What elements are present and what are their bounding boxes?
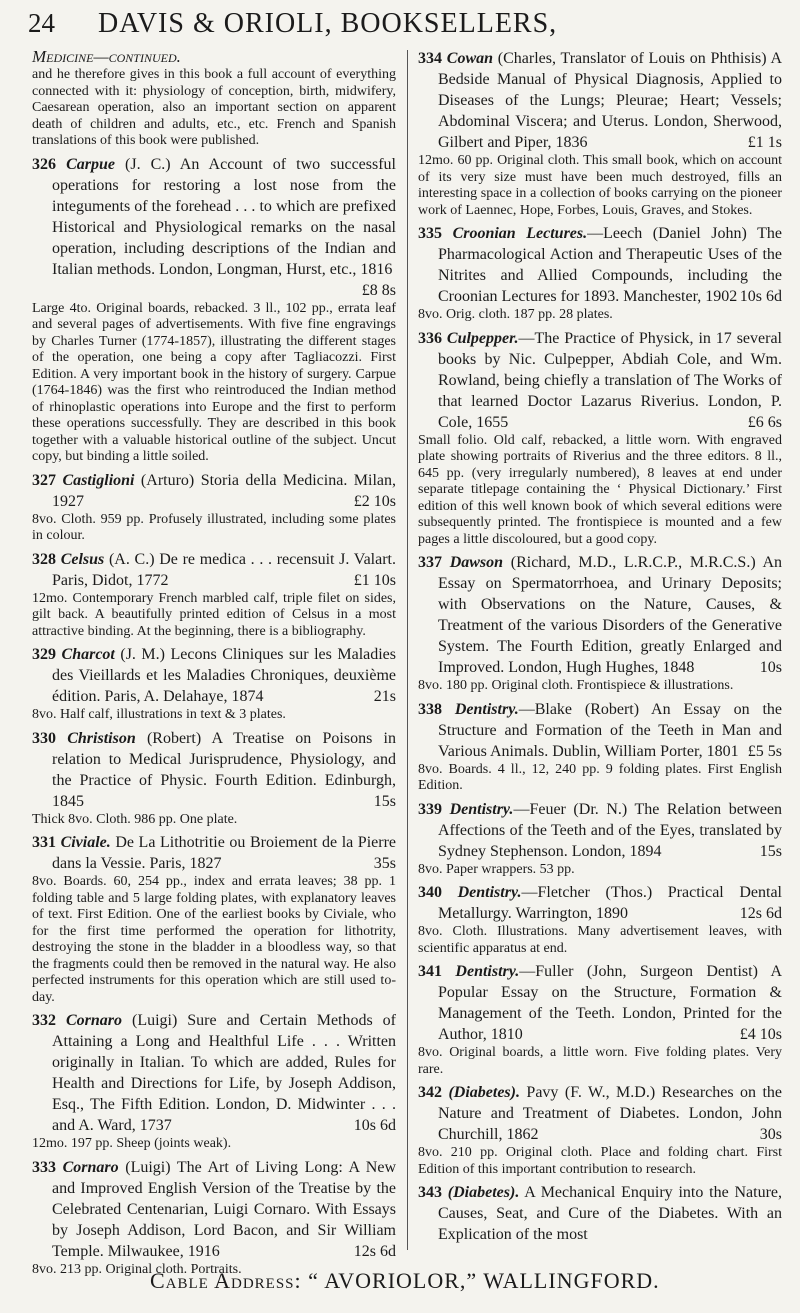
entry-heading bbox=[32, 154, 396, 301]
entry-title: (Richard, M.D., L.R.C.P., M.R.C.S.) An Essay on Spermatorrhoea, and Urinary Deposits; with Observations on the Nature, Causes, & Treatment of the various Disorders of the Generative System. The Fourth Edition, greatly Enlarged and Improved. London, Hugh Hughes, 1848 bbox=[438, 554, 783, 676]
entry-description: 8vo. Boards. 60, 254 pp., index and errata leaves; 38 pp. 1 folding table and 5 large folding plates, with explanatory leaves of text. First Edition. One of the earliest books by Civiale, who for the first time performed the operation for lithotrity, destroying the stone in the bladder in a bloodless way, so that the fragments could then be removed in the natural way. He also perfected instruments for this operation which are still used to-day. bbox=[32, 874, 396, 1005]
entry-title: A Mechanical Enquiry into the Nature, Causes, Seat, and Cure of the Diabetes. With an Explication of the most bbox=[438, 1184, 782, 1243]
entry-heading bbox=[418, 882, 782, 924]
column-divider bbox=[407, 50, 408, 1250]
entry-price: 10s 6d bbox=[353, 1117, 396, 1134]
entry-author: Dentistry. bbox=[449, 800, 514, 818]
entry-price: £8 8s bbox=[361, 281, 396, 299]
entry-price: 30s bbox=[759, 1126, 782, 1143]
catalogue-entry bbox=[32, 154, 396, 466]
entry-heading bbox=[418, 48, 782, 153]
entry-description: 8vo. Orig. cloth. 187 pp. 28 plates. bbox=[418, 307, 613, 322]
lot-number: 329 bbox=[32, 646, 56, 663]
running-head: DAVIS & ORIOLI, BOOKSELLERS, bbox=[98, 8, 558, 39]
entry-description: 12mo. 197 pp. Sheep (joints weak). bbox=[32, 1136, 232, 1151]
entry-author: (Diabetes). bbox=[447, 1184, 520, 1201]
catalogue-entry bbox=[418, 799, 782, 879]
lot-number: 343 bbox=[418, 1184, 442, 1201]
entry-title: —Fletcher (Thos.) Practical Dental Metallurgy. Warrington, 1890 bbox=[438, 884, 782, 922]
entry-description: 12mo. Contemporary French marbled calf, triple filet on sides, gilt back. A beautifully printed edition of Celsus in a most attractive binding. At the beginning, there is a bibliography. bbox=[32, 590, 396, 639]
lot-number: 336 bbox=[418, 329, 442, 347]
lot-number: 341 bbox=[418, 963, 442, 980]
catalogue-entry bbox=[418, 1182, 782, 1245]
entry-price: 15s bbox=[759, 842, 782, 860]
entry-title: —Feuer (Dr. N.) The Relation between Affections of the Teeth and of the Eyes, translated by Sydney Stephenson. London, 1894 bbox=[438, 800, 783, 860]
catalogue-entry bbox=[32, 728, 396, 829]
entry-description: 8vo. Boards. 4 ll., 12, 240 pp. 9 folding plates. First English Edition. bbox=[418, 761, 782, 793]
page-number: 24 bbox=[28, 8, 55, 38]
catalogue-entry bbox=[32, 549, 396, 641]
entry-author: Dentistry. bbox=[455, 963, 520, 980]
entry-heading bbox=[32, 644, 396, 707]
entry-description: Thick 8vo. Cloth. 986 pp. One plate. bbox=[32, 811, 238, 827]
entry-price: £1 10s bbox=[353, 571, 396, 589]
entry-heading bbox=[418, 1082, 782, 1145]
entry-author: Croonian Lectures. bbox=[452, 225, 588, 242]
catalogue-entry bbox=[32, 832, 396, 1006]
entry-author: (Diabetes). bbox=[448, 1084, 520, 1101]
lot-number: 327 bbox=[32, 471, 56, 489]
entry-author: Castiglioni bbox=[62, 471, 135, 489]
entry-description: 8vo. Cloth. Illustrations. Many advertisement leaves, with scientific apparatus at end. bbox=[418, 924, 782, 956]
entry-description: Small folio. Old calf, rebacked, a little worn. With engraved plate showing portraits of Riverius and the three editors. 8 ll., 645 pp. (very irregularly numbered), 8 leaves at end under separate titlepage containing the ‘ Physical Dictionary.’ First edition of this well known book of which several editions were subsequently printed. The frontispiece is mounted and a few pages a little discoloured, but a good copy. bbox=[418, 432, 782, 547]
catalogue-entry bbox=[418, 1082, 782, 1178]
entry-heading bbox=[418, 552, 782, 678]
lot-number: 337 bbox=[418, 554, 442, 571]
entry-heading bbox=[418, 1182, 782, 1245]
entry-author: Christison bbox=[67, 729, 136, 747]
entry-heading bbox=[418, 961, 782, 1045]
entry-description: 8vo. 213 pp. Original cloth. Portraits. bbox=[32, 1261, 242, 1277]
entry-price: 12s 6d bbox=[739, 905, 782, 922]
right-column bbox=[418, 48, 782, 1253]
catalogue-entry bbox=[418, 882, 782, 957]
entry-title: De La Lithotritie ou Broiement de la Pierre dans la Vessie. Paris, 1827 bbox=[52, 834, 397, 872]
entry-title: —Fuller (John, Surgeon Dentist) A Popular Essay on the Structure, Formation & Management of the Teeth. London, Printed for the Author, 1810 bbox=[438, 963, 782, 1043]
catalogue-entry bbox=[32, 644, 396, 724]
catalogue-entry bbox=[32, 1157, 396, 1279]
entry-price: 35s bbox=[373, 855, 396, 872]
entry-description: 8vo. 210 pp. Original cloth. Place and folding chart. First Edition of this important contribution to research. bbox=[418, 1145, 782, 1177]
entry-author: Celsus bbox=[60, 550, 105, 568]
entry-description: 8vo. Paper wrappers. 53 pp. bbox=[418, 861, 575, 877]
cable-address-footer: Cable Address: “ AVORIOLOR,” WALLINGFORD. bbox=[150, 1268, 660, 1293]
catalogue-entry bbox=[32, 470, 396, 545]
entry-heading bbox=[418, 799, 782, 862]
lot-number: 331 bbox=[32, 834, 56, 851]
entry-description: Large 4to. Original boards, rebacked. 3 ll., 102 pp., errata leaf and several pages of advertisements. With five fine engravings by Charles Turner (1774-1857), illustrating the different stages of the operation, one being a copy after Tagliacozzi. First Edition. A very important book in the history of surgery. Carpue (1764-1846) was the first who reintroduced the Indian method of rhinoplastic operations into Europe and the first to perform these operations successfully. They are described in this book together with a valuable historical outline of the subject. Uncut copy, but binding a little soiled. bbox=[32, 300, 396, 464]
catalogue-entry bbox=[418, 699, 782, 795]
entry-title: Pavy (F. W., M.D.) Researches on the Nature and Treatment of Diabetes. London, John Churchill, 1862 bbox=[438, 1084, 783, 1143]
entry-title: (J. C.) An Account of two successful operations for restoring a lost nose from the integuments of the forehead . . . to which are prefixed Historical and Physiological remarks on the nasal operation, including descriptions of the Indian and Italian methods. London, Longman, Hurst, etc., 1816 bbox=[52, 155, 396, 278]
entry-heading bbox=[32, 728, 396, 812]
entry-price: 12s 6d bbox=[353, 1242, 396, 1260]
entry-price: 10s bbox=[759, 659, 782, 676]
lot-number: 339 bbox=[418, 800, 442, 818]
left-entry-list bbox=[32, 154, 396, 1279]
entry-price: 10s 6d bbox=[739, 288, 782, 305]
entry-author: Culpepper. bbox=[446, 329, 519, 347]
entry-description: 8vo. Original boards, a little worn. Five folding plates. Very rare. bbox=[418, 1045, 782, 1077]
lot-number: 340 bbox=[418, 884, 442, 901]
lot-number: 333 bbox=[32, 1158, 56, 1176]
entry-title: —Leech (Daniel John) The Pharmacological Action and Therapeutic Uses of the Nitrites and Allied Compounds, including the Croonian Lectures for 1893. Manchester, 1902 bbox=[438, 225, 783, 305]
entry-heading bbox=[418, 223, 782, 307]
entry-price: 15s bbox=[373, 792, 396, 810]
entry-description: 8vo. 180 pp. Original cloth. Frontispiece & illustrations. bbox=[418, 678, 734, 693]
entry-title: (Robert) A Treatise on Poisons in relation to Medical Jurisprudence, Physiology, and the Practice of Physic. Fourth Edition. Edinburgh, 1845 bbox=[52, 729, 397, 810]
entry-price: £5 5s bbox=[747, 742, 782, 760]
entry-title: —Blake (Robert) An Essay on the Structure and Formation of the Teeth in Man and Various Animals. Dublin, William Porter, 1801 bbox=[438, 700, 782, 760]
entry-title: (Luigi) The Art of Living Long: A New and Improved English Version of the Treatise by the Celebrated Centenarian, Luigi Cornaro. With Essays by Joseph Addison, Lord Bacon, and Sir William Temple. Milwaukee, 1916 bbox=[52, 1158, 397, 1260]
entry-price: £1 1s bbox=[747, 134, 782, 151]
lot-number: 328 bbox=[32, 550, 56, 568]
entry-heading bbox=[32, 1010, 396, 1136]
entry-title: (A. C.) De re medica . . . recensuit J. Valart. Paris, Didot, 1772 bbox=[52, 550, 396, 589]
entry-price: £6 6s bbox=[747, 413, 782, 431]
catalogue-entry bbox=[418, 328, 782, 549]
entry-heading bbox=[32, 549, 396, 591]
entry-author: Civiale. bbox=[60, 834, 111, 851]
entry-title: (Arturo) Storia della Medicina. Milan, 1927 bbox=[52, 471, 397, 510]
entry-price: £4 10s bbox=[739, 1026, 782, 1043]
lot-number: 338 bbox=[418, 700, 442, 718]
entry-title: (Charles, Translator of Louis on Phthisis) A Bedside Manual of Physical Diagnosis, Applied to Diseases of the Lungs; Pleurae; Heart; Vessels; Abdominal Viscera; and Uterus. London, Sherwood, Gilbert and Piper, 1836 bbox=[438, 50, 783, 151]
entry-title: (Luigi) Sure and Certain Methods of Attaining a Long and Healthful Life . . . Written originally in Italian. To which are added, Rules for Health and Directions for Life, by Joseph Addison, Esq., The Fifth Edition. London, D. Midwinter . . . and A. Ward, 1737 bbox=[52, 1012, 397, 1134]
lot-number: 334 bbox=[418, 50, 442, 67]
entry-description: 8vo. Cloth. 959 pp. Profusely illustrated, including some plates in colour. bbox=[32, 511, 396, 543]
continuation-note: and he therefore gives in this book a full account of everything connected with it: physiology of conception, birth, midwifery, Caesarean operation, also an important section on apparent death of children and adults, etc., etc. French and Spanish translations of this book were published. bbox=[32, 67, 396, 148]
page-header bbox=[28, 8, 788, 42]
entry-title: (J. M.) Lecons Cliniques sur les Maladies des Vieillards et les Maladies Chroniques, deuxième édition. Paris, A. Delahaye, 1874 bbox=[52, 646, 397, 705]
left-column bbox=[32, 47, 397, 1277]
catalogue-entry bbox=[418, 223, 782, 324]
section-title: Medicine—continued. bbox=[32, 47, 181, 66]
lot-number: 342 bbox=[418, 1084, 442, 1101]
catalogue-entry bbox=[32, 1010, 396, 1153]
lot-number: 326 bbox=[32, 155, 56, 173]
entry-author: Dawson bbox=[449, 554, 504, 571]
entry-heading bbox=[32, 470, 396, 512]
entry-price: 21s bbox=[373, 688, 396, 705]
entry-author: Dentistry. bbox=[457, 884, 522, 901]
entry-description: 8vo. Half calf, illustrations in text & 3 plates. bbox=[32, 707, 286, 722]
catalogue-entry bbox=[418, 48, 782, 219]
catalogue-entry bbox=[418, 961, 782, 1078]
entry-author: Carpue bbox=[66, 155, 115, 173]
entry-author: Cowan bbox=[446, 50, 494, 67]
catalogue-entry bbox=[418, 552, 782, 695]
entry-heading bbox=[418, 328, 782, 433]
entry-title: —The Practice of Physick, in 17 several books by Nic. Culpepper, Abdiah Cole, and Wm. Rowland, being chiefly a translation of The Works of that learned Doctor Lazarus Riverius. London, P. Cole, 1655 bbox=[438, 329, 783, 431]
entry-description: 12mo. 60 pp. Original cloth. This small book, which on account of its very size must have been much destroyed, fills an interesting space in a collection of books carrying on the pioneer work of Laennec, Hope, Forbes, Louis, Graves, and Stokes. bbox=[418, 153, 782, 218]
entry-price: £2 10s bbox=[353, 492, 396, 510]
entry-author: Cornaro bbox=[62, 1158, 119, 1176]
entry-heading bbox=[32, 1157, 396, 1262]
lot-number: 330 bbox=[32, 729, 56, 747]
entry-heading bbox=[418, 699, 782, 762]
lot-number: 335 bbox=[418, 225, 442, 242]
entry-author: Dentistry. bbox=[454, 700, 519, 718]
entry-author: Cornaro bbox=[65, 1012, 123, 1029]
right-entry-list bbox=[418, 48, 782, 1245]
entry-heading bbox=[32, 832, 396, 874]
entry-author: Charcot bbox=[61, 646, 115, 663]
lot-number: 332 bbox=[32, 1012, 56, 1029]
